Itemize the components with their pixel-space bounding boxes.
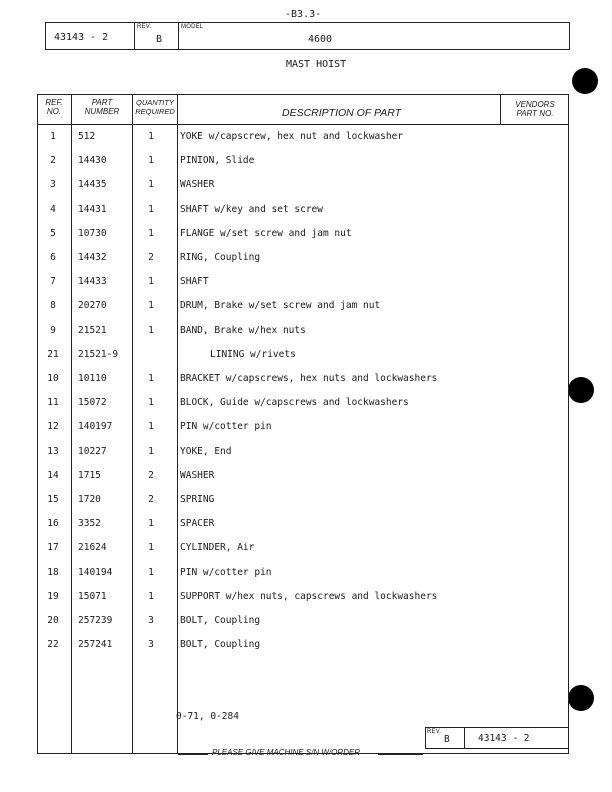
footnote: 0-71, 0-284 — [176, 711, 239, 722]
quantity-cell: 1 — [148, 155, 154, 167]
ref-no-cell: 19 — [47, 590, 59, 602]
ref-no-cell: 6 — [50, 252, 56, 263]
quantity-cell: 1 — [148, 421, 154, 433]
description-cell: BOLT, Coupling — [180, 639, 261, 651]
rev-value: B — [156, 34, 163, 45]
description-cell: BAND, Brake w/hex nuts — [180, 324, 306, 336]
binder-hole-top — [572, 68, 598, 94]
description-cell: SPACER — [180, 518, 215, 530]
quantity-cell: 3 — [148, 639, 154, 651]
table-row — [38, 271, 568, 295]
header-description: DESCRIPTION OF PART — [282, 107, 402, 119]
ref-no-cell: 12 — [47, 421, 59, 433]
bottom-rev-box — [425, 727, 569, 749]
part-number-cell: 14430 — [78, 155, 107, 167]
part-number-cell: 14435 — [78, 179, 107, 191]
bottom-rev-label: REV. — [427, 729, 442, 735]
description-cell: PINION, Slide — [180, 155, 255, 167]
table-row — [38, 150, 568, 174]
ref-no-cell: 7 — [50, 276, 56, 288]
table-row — [38, 465, 568, 489]
description-cell: BOLT, Coupling — [180, 615, 261, 626]
description-cell: SHAFT w/key and set screw — [180, 203, 323, 215]
ref-no-cell: 14 — [47, 469, 59, 481]
quantity-cell: 2 — [148, 469, 154, 481]
part-number-cell: 140194 — [78, 566, 113, 578]
description-cell: SUPPORT w/hex nuts, capscrews and lockwashers — [180, 590, 438, 602]
table-row — [38, 320, 568, 344]
part-number-cell: 1715 — [78, 469, 101, 481]
quantity-cell: 1 — [148, 445, 154, 457]
ref-no-cell: 10 — [47, 373, 59, 384]
description-cell: LINING w/rivets — [210, 348, 296, 360]
table-row — [38, 392, 568, 416]
header-vendors-part-no: VENDORS PART NO. — [515, 100, 555, 118]
quantity-cell: 1 — [148, 590, 154, 602]
header-part-number: PART NUMBER — [84, 98, 120, 116]
table-row — [38, 610, 568, 634]
doc-number: 43143 - 2 — [54, 32, 109, 43]
description-cell: FLANGE w/set screw and jam nut — [180, 227, 352, 239]
model-label: MODEL — [181, 24, 204, 30]
ref-no-cell: 5 — [50, 227, 56, 239]
table-row — [38, 441, 568, 465]
description-cell: BRACKET w/capscrews, hex nuts and lockwashers — [180, 373, 438, 384]
footer-instruction: PLEASE GIVE MACHINE S/N W/ORDER — [212, 748, 361, 757]
description-cell: SHAFT — [180, 276, 209, 288]
part-number-cell: 14433 — [78, 276, 107, 288]
table-row — [38, 199, 568, 223]
quantity-cell: 1 — [148, 131, 154, 142]
header-quantity-required: QUANTITY REQUIRED — [135, 98, 175, 116]
ref-no-cell: 15 — [47, 494, 59, 505]
ref-no-cell: 8 — [50, 300, 56, 312]
part-number-cell: 257241 — [78, 639, 113, 651]
part-number-cell: 257239 — [78, 615, 113, 626]
bottom-rev-value: B — [444, 734, 450, 745]
quantity-cell: 1 — [148, 300, 154, 312]
ref-no-cell: 1 — [50, 131, 56, 142]
table-row — [38, 537, 568, 561]
part-number-cell: 15071 — [78, 590, 107, 602]
quantity-cell: 1 — [148, 324, 154, 336]
table-row — [38, 247, 568, 271]
quantity-cell: 2 — [148, 494, 154, 505]
table-row — [38, 634, 568, 658]
top-header-box — [45, 22, 570, 50]
quantity-cell: 1 — [148, 518, 154, 530]
bottom-doc-number: 43143 - 2 — [478, 733, 530, 744]
binder-hole-middle — [568, 377, 594, 403]
table-row — [38, 126, 568, 150]
quantity-cell: 1 — [148, 227, 154, 239]
description-cell: DRUM, Brake w/set screw and jam nut — [180, 300, 381, 312]
quantity-cell: 1 — [148, 276, 154, 288]
table-row — [38, 295, 568, 319]
part-number-cell: 1720 — [78, 494, 101, 505]
description-cell: PIN w/cotter pin — [180, 566, 272, 578]
ref-no-cell: 3 — [50, 179, 56, 191]
table-row — [38, 416, 568, 440]
ref-no-cell: 2 — [50, 155, 56, 167]
ref-no-cell: 16 — [47, 518, 59, 530]
description-cell: WASHER — [180, 469, 215, 481]
table-row — [38, 223, 568, 247]
part-number-cell: 3352 — [78, 518, 101, 530]
quantity-cell: 2 — [148, 252, 154, 263]
table-row — [38, 513, 568, 537]
description-cell: BLOCK, Guide w/capscrews and lockwashers — [180, 397, 409, 409]
description-cell: YOKE, End — [180, 445, 232, 457]
header-ref-no: REF. NO. — [45, 98, 63, 116]
table-row — [38, 368, 568, 392]
table-row — [38, 344, 568, 368]
quantity-cell: 1 — [148, 203, 154, 215]
table-row — [38, 174, 568, 198]
rev-label: REV. — [137, 24, 152, 30]
ref-no-cell: 9 — [50, 324, 56, 336]
quantity-cell: 1 — [148, 566, 154, 578]
page-number: -B3.3- — [285, 9, 322, 20]
description-cell: RING, Coupling — [180, 252, 261, 263]
part-number-cell: 10730 — [78, 227, 107, 239]
quantity-cell: 3 — [148, 615, 154, 626]
part-number-cell: 20270 — [78, 300, 107, 312]
ref-no-cell: 18 — [47, 566, 59, 578]
ref-no-cell: 22 — [47, 639, 59, 651]
description-cell: YOKE w/capscrew, hex nut and lockwasher — [180, 131, 404, 142]
section-title: MAST HOIST — [286, 59, 347, 70]
part-number-cell: 21624 — [78, 542, 107, 554]
part-number-cell: 21521-9 — [78, 348, 119, 360]
table-row — [38, 489, 568, 513]
ref-no-cell: 20 — [47, 615, 59, 626]
description-cell: SPRING — [180, 494, 215, 505]
ref-no-cell: 13 — [47, 445, 59, 457]
description-cell: PIN w/cotter pin — [180, 421, 272, 433]
part-number-cell: 140197 — [78, 421, 113, 433]
part-number-cell: 14431 — [78, 203, 107, 215]
model-value: 4600 — [308, 34, 333, 45]
part-number-cell: 10110 — [78, 373, 107, 384]
ref-no-cell: 11 — [47, 397, 59, 409]
part-number-cell: 14432 — [78, 252, 107, 263]
ref-no-cell: 17 — [47, 542, 59, 554]
quantity-cell: 1 — [148, 397, 154, 409]
table-row — [38, 562, 568, 586]
part-number-cell: 15072 — [78, 397, 107, 409]
ref-no-cell: 4 — [50, 203, 56, 215]
quantity-cell: 1 — [148, 542, 154, 554]
quantity-cell: 1 — [148, 179, 154, 191]
description-cell: WASHER — [180, 179, 215, 191]
description-cell: CYLINDER, Air — [180, 542, 255, 554]
ref-no-cell: 21 — [47, 348, 59, 360]
part-number-cell: 21521 — [78, 324, 107, 336]
part-number-cell: 10227 — [78, 445, 107, 457]
table-row — [38, 586, 568, 610]
quantity-cell: 1 — [148, 373, 154, 384]
binder-hole-bottom — [568, 685, 594, 711]
part-number-cell: 512 — [78, 131, 96, 142]
